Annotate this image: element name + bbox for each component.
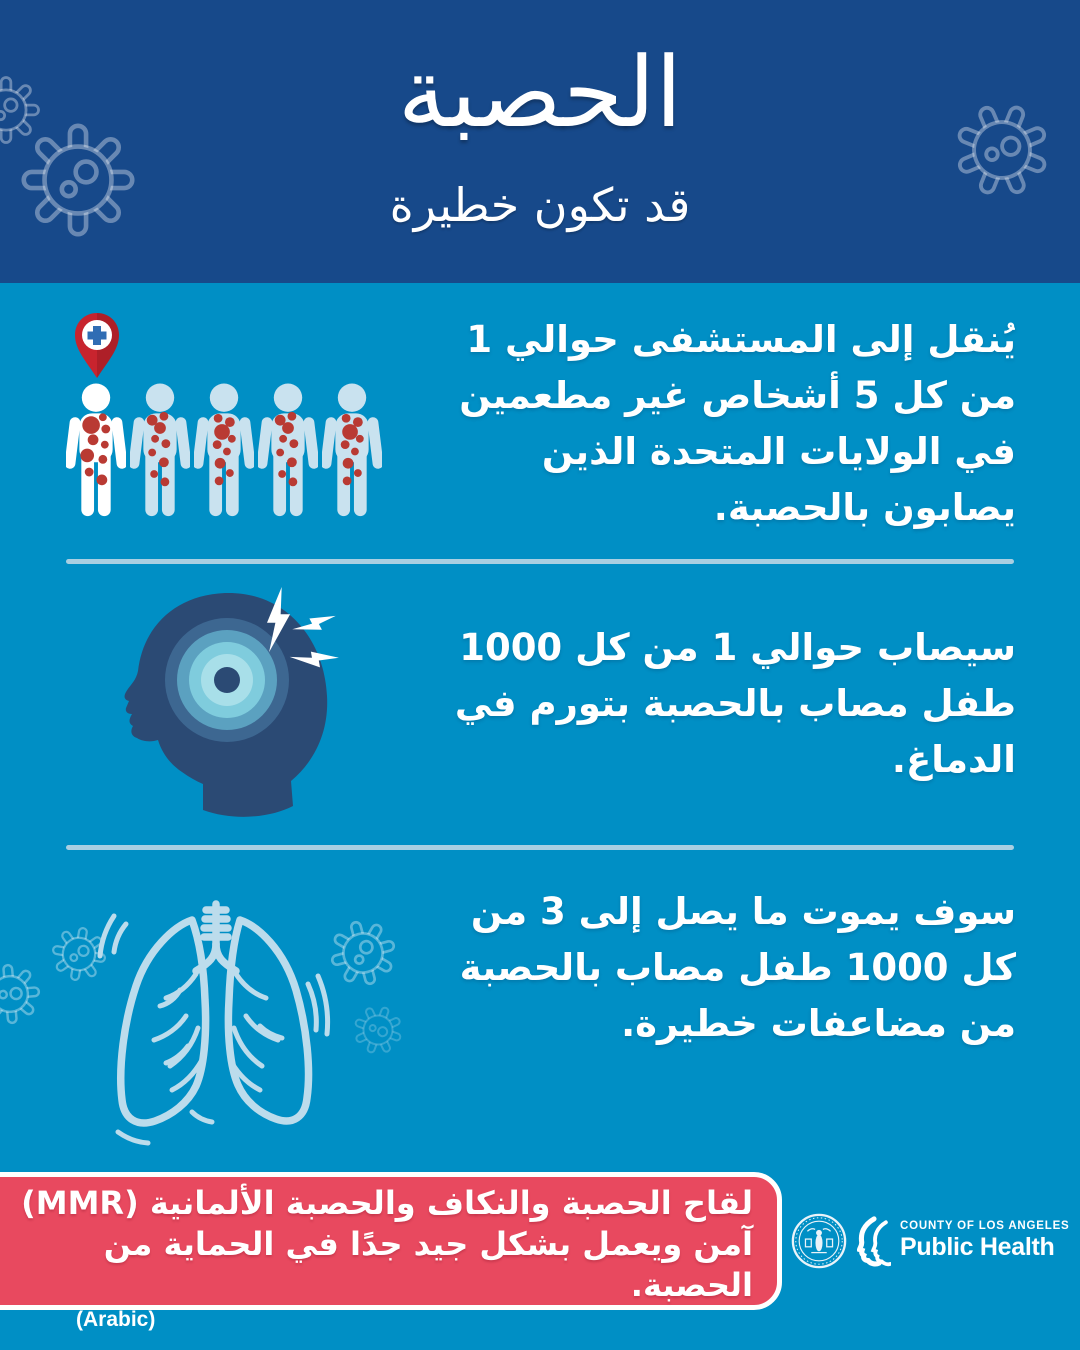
vaccine-banner-text: لقاح الحصبة والنكاف والحصبة الألمانية (MMR) آمن ويعمل بشكل جيد جدًا في الحماية من الحصبة.	[21, 1184, 753, 1304]
la-county-seal-icon	[790, 1212, 848, 1270]
header	[0, 0, 1080, 283]
hospitalized-person-icon	[66, 383, 126, 520]
logo-county-text: COUNTY OF LOS ANGELES	[900, 1220, 1070, 1232]
language-label: (Arabic)	[76, 1308, 156, 1331]
infected-person-icon	[322, 383, 382, 520]
virus-decoration-icon	[0, 962, 42, 1026]
fact-hospitalization-text: يُنقل إلى المستشفى حوالي 1 من كل 5 أشخاص غير مطعمين في الولايات المتحدة الذين يصابون بالحصبة.	[459, 318, 1016, 529]
infected-people-row	[66, 383, 382, 520]
infected-person-icon	[194, 383, 254, 520]
infected-person-icon	[258, 383, 318, 520]
section-divider	[66, 845, 1014, 850]
lungs-icon	[92, 900, 344, 1148]
footer-logos	[790, 1210, 1070, 1272]
infected-person-icon	[130, 383, 190, 520]
hospital-location-pin-icon	[70, 310, 124, 380]
fact-death-text: سوف يموت ما يصل إلى 3 من كل 1000 طفل مصاب بالحصبة من مضاعفات خطيرة.	[459, 890, 1016, 1045]
section-divider	[66, 559, 1014, 564]
page-title: الحصبة	[397, 36, 683, 149]
swollen-brain	[165, 618, 289, 742]
public-health-faces-icon	[857, 1213, 891, 1269]
logo-department-text: Public Health	[900, 1233, 1055, 1261]
fact-brain-swelling-text: سيصاب حوالي 1 من كل 1000 طفل مصاب بالحصبة بتورم في الدماغ.	[454, 626, 1016, 781]
brain-swelling-icon	[105, 585, 350, 820]
vaccine-banner	[0, 1172, 782, 1310]
virus-decoration-icon	[352, 1004, 404, 1056]
page-subtitle: قد تكون خطيرة	[389, 178, 691, 232]
